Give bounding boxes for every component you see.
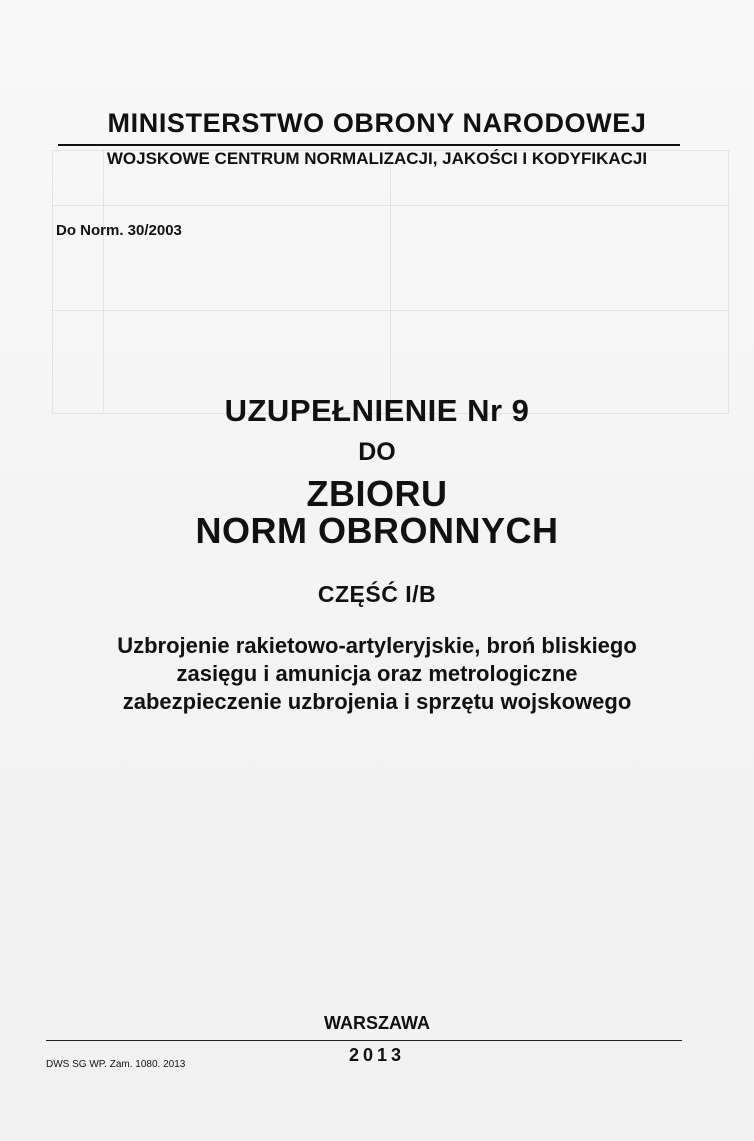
subject-line: Uzbrojenie rakietowo-artyleryjskie, broń bliskiego: [117, 633, 637, 658]
reverse-side-table-divider: [52, 310, 727, 311]
title-connector: DO: [358, 438, 396, 466]
reverse-side-table-divider: [390, 150, 391, 412]
norm-reference: Do Norm. 30/2003: [56, 222, 182, 239]
subject-line: zasięgu i amunicja oraz metrologiczne: [176, 661, 578, 686]
centre-name: WOJSKOWE CENTRUM NORMALIZACJI, JAKOŚCI I KODYFIKACJI: [106, 149, 648, 168]
ministry-name: MINISTERSTWO OBRONY NARODOWEJ: [107, 108, 647, 138]
collection-title-line1: ZBIORU: [306, 473, 448, 514]
reverse-side-table-divider: [52, 205, 727, 206]
subject-line: zabezpieczenie uzbrojenia i sprzętu wojskowego: [122, 689, 632, 714]
printer-order-note: DWS SG WP. Zam. 1080. 2013: [46, 1059, 186, 1070]
header-rule: [58, 144, 680, 146]
supplement-title: UZUPEŁNIENIE Nr 9: [224, 393, 530, 428]
subject-description: [40, 632, 714, 716]
part-label: CZĘŚĆ I/B: [317, 581, 437, 607]
publication-year: 2013: [348, 1045, 406, 1065]
reverse-side-table-divider: [103, 150, 104, 412]
publication-city: WARSZAWA: [324, 1013, 430, 1033]
collection-title-line2: NORM OBRONNYCH: [195, 510, 559, 551]
footer-rule: [46, 1040, 682, 1041]
